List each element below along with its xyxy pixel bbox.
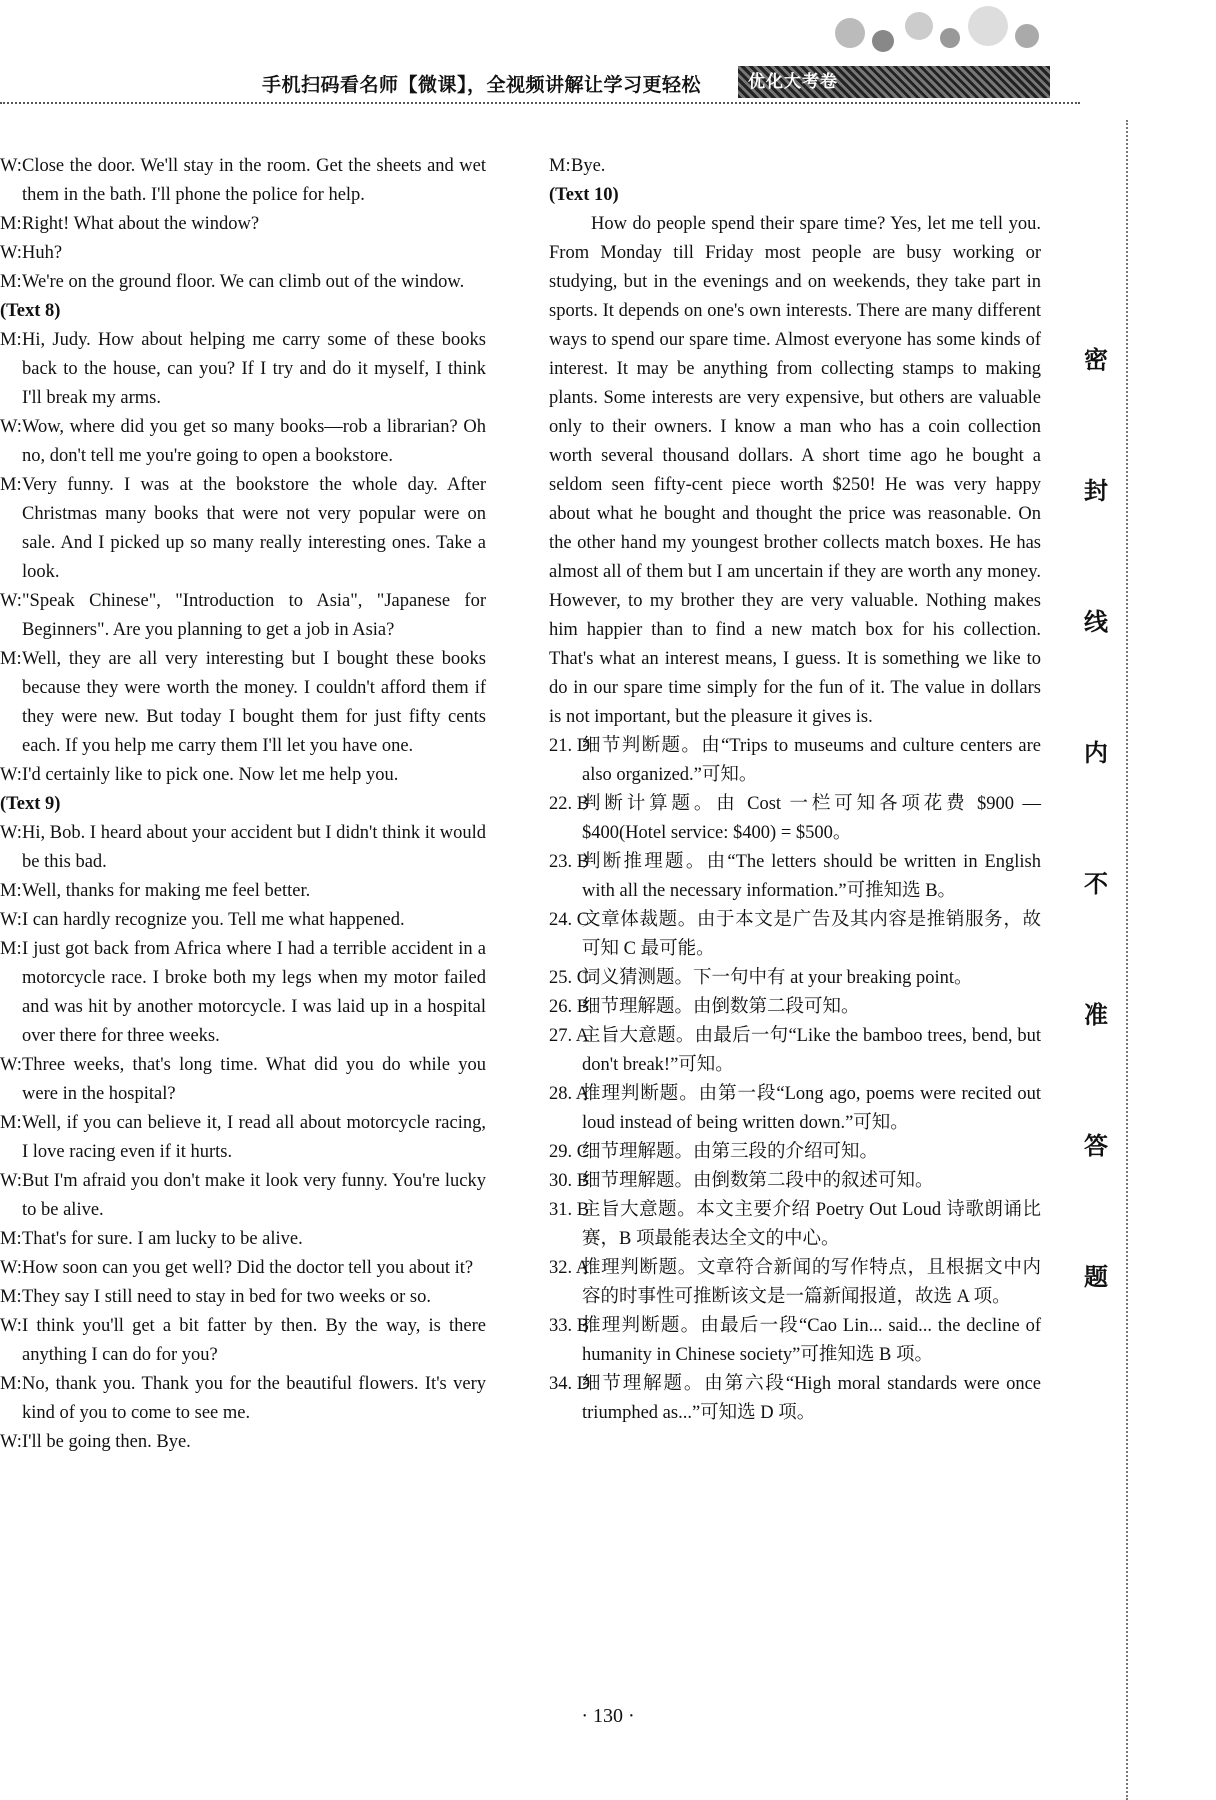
header-divider [0,102,1080,104]
header-slogan: 手机扫码看名师【微课】，全视频讲解让学习更轻松 [262,74,702,96]
decorative-dot [905,12,933,40]
answer-item [549,964,1041,993]
dialogue-line [0,906,486,935]
dialogue-line [0,152,486,210]
dialogue-line [0,819,486,877]
dialogue-text: That's for sure. I am lucky to be alive. [22,1229,303,1249]
left-column [0,152,486,1457]
answer-number: 25. C [549,968,590,988]
answer-explanation: 细节理解题。由第六段“High moral standards were once triumphed as...”可知选 D 项。 [582,1374,1041,1423]
dialogue-text: But I'm afraid you don't make it look very funny. You're lucky to be alive. [22,1171,486,1220]
dialogue-text: Hi, Judy. How about helping me carry some of these books back to the house, can you? If I try and do it myself, I think I'll break my arms. [22,330,486,408]
section-title: (Text 10) [549,185,619,205]
dialogue-line [0,1254,486,1283]
speaker-label: W: [0,910,22,930]
dialogue-line [0,471,486,587]
section-title: (Text 8) [0,301,61,321]
speaker-label: M: [0,475,22,495]
speaker-label: M: [0,330,22,350]
answer-explanation: 细节理解题。由倒数第二段可知。 [582,997,860,1017]
speaker-label: M: [0,939,22,959]
passage-text [549,152,1041,732]
answer-item [549,1167,1041,1196]
speaker-label: M: [0,881,22,901]
dialogue-line [0,1312,486,1370]
speaker-label: M: [0,1374,22,1394]
answer-item [549,993,1041,1022]
seal-line-char: 密 [1084,346,1108,374]
dialogue-text: "Speak Chinese", "Introduction to Asia", "Japanese for Beginners". Are you planning to get a job in Asia? [22,591,486,640]
dialogue-line [0,935,486,1051]
answer-explanation: 推理判断题。文章符合新闻的写作特点，且根据文中内容的时事性可推断该文是一篇新闻报道，故选 A 项。 [582,1258,1041,1307]
seal-line-char: 内 [1084,739,1108,767]
dialogue-line [549,152,1041,181]
seal-line-char: 不 [1084,870,1108,898]
dialogue-text: No, thank you. Thank you for the beautiful flowers. It's very kind of you to come to see me. [22,1374,486,1423]
dialogue-text: I just got back from Africa where I had a terrible accident in a motorcycle race. I broke both my legs when my motor failed and was hit by another motorcycle. I was laid up in a hospital over there for three weeks. [22,939,486,1046]
speaker-label: W: [0,591,22,611]
answer-number: 22. B [549,794,590,814]
answer-item [549,1196,1041,1254]
dialogue-text: Well, if you can believe it, I read all about motorcycle racing, I love racing even if it hurts. [22,1113,486,1162]
answer-number: 21. D [549,736,591,756]
dialogue-text: I can hardly recognize you. Tell me what happened. [22,910,405,930]
answer-explanation: 细节理解题。由倒数第二段中的叙述可知。 [582,1171,934,1191]
answer-item [549,1138,1041,1167]
speaker-label: M: [0,272,22,292]
speaker-label: M: [549,156,571,176]
decorative-dot [872,30,894,52]
dialogue-text: We're on the ground floor. We can climb out of the window. [22,272,465,292]
dialogue-line [0,1283,486,1312]
answer-explanation: 词义猜测题。下一句中有 at your breaking point。 [582,968,973,988]
speaker-label: M: [0,649,22,669]
speaker-label: W: [0,1171,22,1191]
dialogue-line [0,877,486,906]
speaker-label: W: [0,417,22,437]
dialogue-line [0,1167,486,1225]
speaker-label: M: [0,1229,22,1249]
answer-item [549,848,1041,906]
dialogue-line [0,268,486,297]
dialogue-line [0,1051,486,1109]
answer-explanation: 主旨大意题。由最后一句“Like the bamboo trees, bend, but don't break!”可知。 [582,1026,1041,1075]
right-column [549,152,1041,1428]
dialogue-line [0,761,486,790]
dialogue-text: Huh? [22,243,63,263]
speaker-label: W: [0,765,22,785]
answer-explanation: 判断推理题。由“The letters should be written in English with all the necessary information.”可推知选 B。 [582,852,1041,901]
dialogue-text: Wow, where did you get so many books—rob a librarian? Oh no, don't tell me you're going to open a bookstore. [22,417,486,466]
answer-number: 27. A [549,1026,590,1046]
dialogue-text: I think you'll get a bit fatter by then. By the way, is there anything I can do for you? [22,1316,486,1365]
decorative-dot [1015,24,1039,48]
dialogue-line [0,587,486,645]
dialogue-text: Very funny. I was at the bookstore the whole day. After Christmas many books that were not very popular were on sale. And I picked up so many really interesting ones. Take a look. [22,475,486,582]
speaker-label: W: [0,1258,22,1278]
speaker-label: W: [0,1055,22,1075]
answer-number: 24. C [549,910,590,930]
answer-number: 28. A [549,1084,590,1104]
dialogue-text: How soon can you get well? Did the doctor tell you about it? [22,1258,474,1278]
answer-explanation: 主旨大意题。本文主要介绍 Poetry Out Loud 诗歌朗诵比赛，B 项最能表达全文的中心。 [582,1200,1041,1249]
speaker-label: M: [0,214,22,234]
speaker-label: M: [0,1113,22,1133]
answer-item [549,1370,1041,1428]
answer-explanation: 判断计算题。由 Cost 一栏可知各项花费 $900 — $400(Hotel service: $400) = $500。 [582,794,1041,843]
answer-item [549,1022,1041,1080]
dialogue-text: Hi, Bob. I heard about your accident but I didn't think it would be this bad. [22,823,486,872]
answer-item [549,790,1041,848]
answer-number: 32. A [549,1258,590,1278]
answer-number: 33. B [549,1316,590,1336]
seal-line-char: 答 [1084,1132,1108,1160]
paragraph: How do people spend their spare time? Yes, let me tell you. From Monday till Friday most people are busy working or studying, but in the evenings and on weekends, they take part in sports. It depends on one's own interests. There are many different ways to spend our spare time. Almost everyone has some kinds of interest. It may be anything from collecting stamps to making plants. Some interests are very expensive, but others are valuable only to their owners. I know a man who has a coin collection worth several thousand dollars. A short time ago he bought a seldom seen fifty-cent piece worth $250! He was very happy about what he bought and thought the price was reasonable. On the other hand my youngest brother collects match boxes. He has almost all of them but I am uncertain if they are worth any money. However, to my brother they are very valuable. Nothing makes him happier than to find a new match box for his collection. That's what an interest means, I guess. It is something we like to do in our spare time simply for the fun of it. The value in dollars is not important, but the pleasure it gives is. [549,214,1041,727]
seal-line-char: 线 [1084,608,1108,636]
answer-number: 26. B [549,997,590,1017]
page-number: · 130 · [581,1705,635,1727]
speaker-label: W: [0,1432,22,1452]
header-banner: 优化大考卷 [738,66,1050,98]
answer-number: 30. B [549,1171,590,1191]
dialogue-line [0,210,486,239]
answer-item [549,1312,1041,1370]
answer-explanation: 推理判断题。由第一段“Long ago, poems were recited out loud instead of being written down.”可知。 [582,1084,1041,1133]
answer-explanation: 推理判断题。由最后一段“Cao Lin... said... the decline of humanity in Chinese society”可推知选 B 项。 [582,1316,1041,1365]
dialogue-text: Bye. [571,156,606,176]
dialogue-text: I'd certainly like to pick one. Now let me help you. [22,765,399,785]
page-header [0,0,1216,110]
decorative-dot [835,18,865,48]
answer-number: 31. B [549,1200,590,1220]
dialogue-text: Right! What about the window? [22,214,260,234]
dialogue-line [0,326,486,413]
speaker-label: M: [0,1287,22,1307]
answer-explanation: 细节判断题。由“Trips to museums and culture centers are also organized.”可知。 [582,736,1041,785]
dialogue-line [0,1370,486,1428]
dialogue-text: Well, thanks for making me feel better. [22,881,311,901]
dialogue-line [0,239,486,268]
dialogue-text: I'll be going then. Bye. [22,1432,191,1452]
speaker-label: W: [0,156,22,176]
dialogue-text: They say I still need to stay in bed for two weeks or so. [22,1287,431,1307]
dialogue-line [0,1225,486,1254]
seal-line-char: 封 [1084,477,1108,505]
answer-item [549,1254,1041,1312]
seal-line [1126,120,1128,1800]
dialogue-line [0,1428,486,1457]
answer-explanation: 文章体裁题。由于本文是广告及其内容是推销服务，故可知 C 最可能。 [582,910,1041,959]
decorative-dot [968,6,1008,46]
seal-line-char: 题 [1084,1263,1108,1291]
answer-number: 34. D [549,1374,591,1394]
decorative-dot [940,28,960,48]
dialogue-line [0,413,486,471]
answer-explanation: 细节理解题。由第三段的介绍可知。 [582,1142,879,1162]
speaker-label: W: [0,243,22,263]
dialogue-text: Well, they are all very interesting but I bought these books because they were worth the money. I couldn't afford them if they were new. But today I bought them for just fifty cents each. If you help me carry them I'll let you have one. [22,649,486,756]
dialogue-text: Three weeks, that's long time. What did you do while you were in the hospital? [22,1055,486,1104]
dialogue-line [0,1109,486,1167]
answer-item [549,732,1041,790]
seal-line-char: 准 [1084,1001,1108,1029]
answer-list [549,732,1041,1428]
answer-number: 23. B [549,852,590,872]
section-title: (Text 9) [0,794,61,814]
speaker-label: W: [0,823,22,843]
dialogue-text: Close the door. We'll stay in the room. Get the sheets and wet them in the bath. I'll phone the police for help. [22,156,486,205]
answer-item [549,1080,1041,1138]
dialogue-line [0,645,486,761]
speaker-label: W: [0,1316,22,1336]
answer-number: 29. C [549,1142,590,1162]
answer-item [549,906,1041,964]
